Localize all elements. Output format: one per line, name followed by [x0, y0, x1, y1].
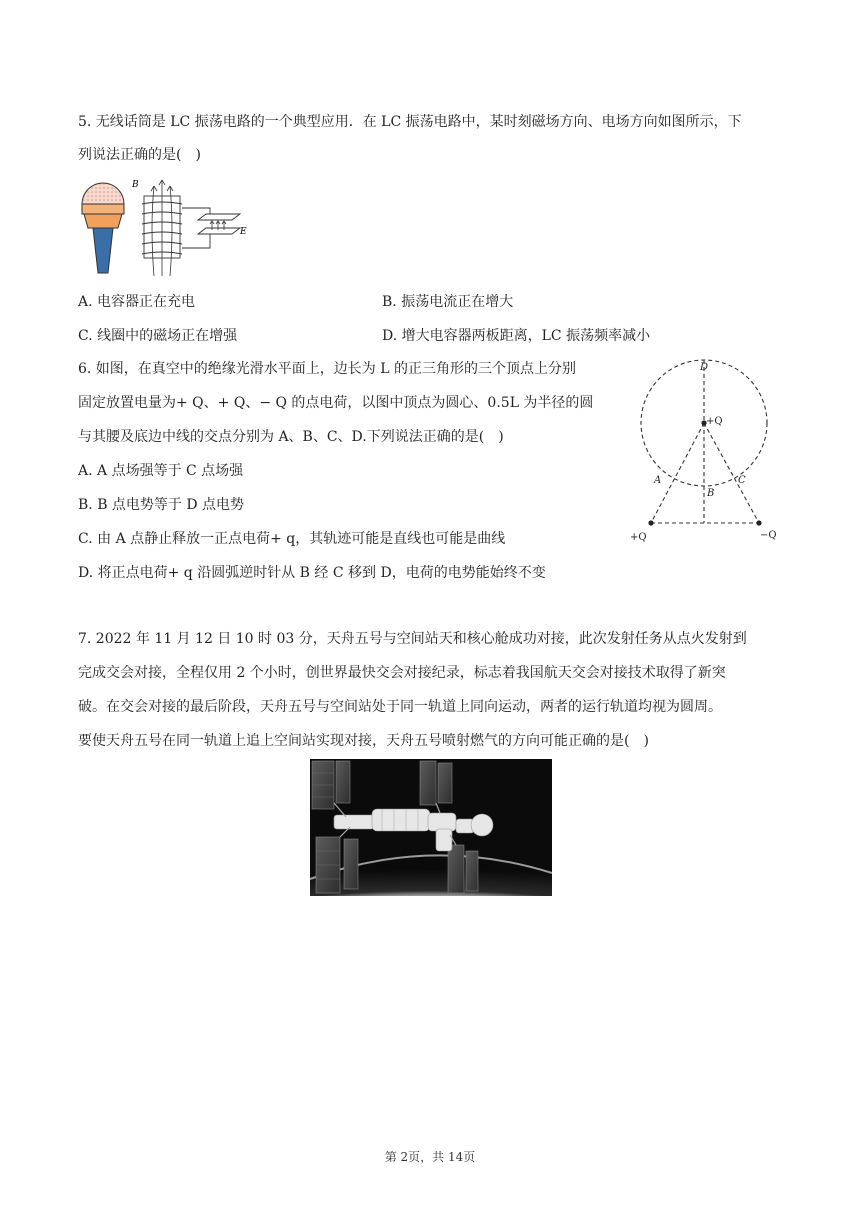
q6-option-c: C. 由 A 点静止释放一正点电荷+ q，其轨迹可能是直线也可能是曲线	[78, 531, 506, 547]
fig-label-B: B	[132, 180, 139, 190]
q6-option-a: A. A 点场强等于 C 点场强	[78, 463, 244, 479]
q7-stem-line4: 要使天舟五号在同一轨道上追上空间站实现对接，天舟五号喷射燃气的方向可能正确的是( )	[78, 733, 649, 749]
space-station-photo	[310, 759, 552, 896]
q5-option-a: A. 电容器正在充电	[78, 294, 196, 310]
fig-label-B: B	[707, 488, 715, 499]
microphone-figure	[78, 182, 128, 277]
q7-stem-line1: 7. 2022 年 11 月 12 日 10 时 03 分，天舟五号与空间站天和核心舱成功对接，此次发射任务从点火发射到	[78, 631, 747, 647]
fig-label-A: A	[654, 475, 662, 486]
lc-circuit-figure	[132, 172, 252, 280]
q6-option-d: D. 将正点电荷+ q 沿圆弧逆时针从 B 经 C 移到 D，电荷的电势能始终不变	[78, 565, 546, 581]
fig-label-right-charge: −Q	[760, 530, 777, 541]
q7-stem-line3: 破。在交会对接的最后阶段，天舟五号与空间站处于同一轨道上同向运动，两者的运行轨道均视为圆周。	[78, 699, 722, 715]
fig-label-C: C	[738, 475, 746, 486]
triangle-charge-figure	[626, 358, 782, 546]
fig-label-E: E	[240, 227, 247, 237]
q5-stem-line1: 5. 无线话筒是 LC 振荡电路的一个典型应用．在 LC 振荡电路中，某时刻磁场方向、电场方向如图所示，下	[78, 114, 742, 130]
q5-option-c: C. 线圈中的磁场正在增强	[78, 328, 238, 344]
q6-stem-line2: 固定放置电量为+ Q、+ Q、− Q 的点电荷，以图中顶点为圆心、0.5L 为半径的圆	[78, 395, 594, 411]
page-footer: 第 2页，共 14页	[384, 1150, 476, 1164]
q6-stem-line1: 6. 如图，在真空中的绝缘光滑水平面上，边长为 L 的正三角形的三个顶点上分别	[78, 361, 577, 377]
q7-stem-line2: 完成交会对接，全程仅用 2 个小时，创世界最快交会对接纪录，标志着我国航天交会对接技术取得了新突	[78, 665, 726, 681]
q6-stem-line3: 与其腰及底边中线的交点分别为 A、B、C、D.下列说法正确的是( )	[78, 429, 504, 445]
fig-label-left-charge: +Q	[630, 532, 647, 543]
fig-label-D: D	[700, 362, 709, 373]
q5-option-b: B. 振荡电流正在增大	[382, 294, 514, 310]
fig-label-top-charge: +Q	[706, 416, 723, 427]
q6-option-b: B. B 点电势等于 D 点电势	[78, 497, 245, 513]
q5-option-d: D. 增大电容器两板距离，LC 振荡频率减小	[382, 328, 651, 344]
q5-stem-line2: 列说法正确的是( )	[78, 147, 201, 163]
